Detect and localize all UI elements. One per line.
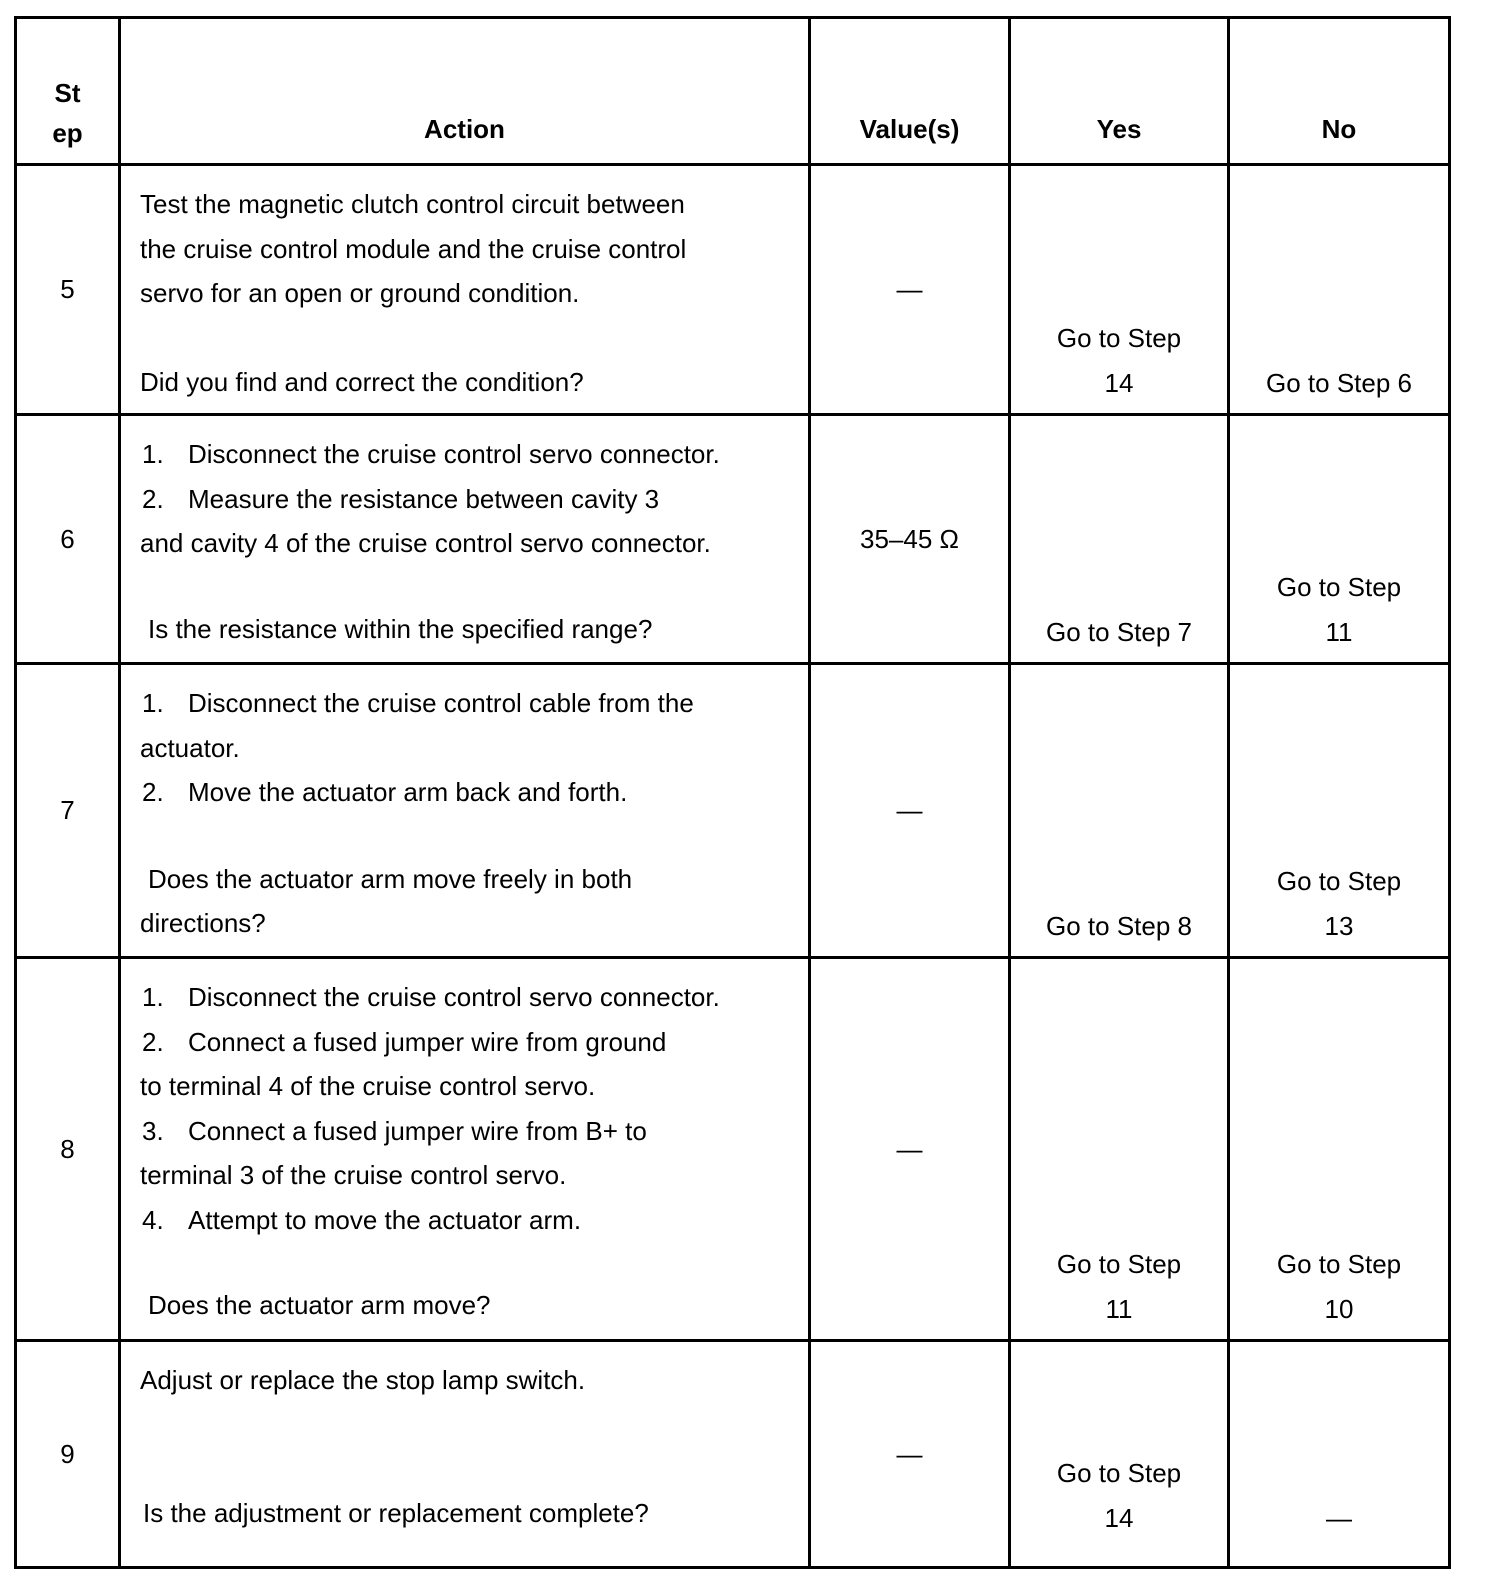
yes-cell: Go to Step 14	[1010, 165, 1229, 415]
action-item: 4. Attempt to move the actuator arm.	[142, 1204, 582, 1235]
yes-cell: Go to Step 14	[1010, 1341, 1229, 1568]
value-cell: —	[810, 1341, 1010, 1568]
step-number: 5	[16, 165, 120, 415]
value-cell: 35–45 Ω	[810, 415, 1010, 664]
action-question: directions?	[140, 908, 266, 938]
action-cell	[120, 958, 810, 1341]
value-cell: —	[810, 958, 1010, 1341]
value-cell: —	[810, 165, 1010, 415]
header-action: Action	[120, 18, 810, 165]
action-line: Adjust or replace the stop lamp switch.	[140, 1365, 586, 1395]
header-no: No	[1229, 18, 1450, 165]
no-cell: Go to Step 10	[1229, 958, 1450, 1341]
step-number: 7	[16, 664, 120, 958]
action-line: to terminal 4 of the cruise control servo.	[140, 1071, 596, 1101]
yes-cell: Go to Step 11	[1010, 958, 1229, 1341]
action-line: Test the magnetic clutch control circuit between	[140, 189, 685, 219]
action-question: Did you find and correct the condition?	[140, 367, 584, 397]
table-row	[16, 664, 1450, 958]
action-line: the cruise control module and the cruise control	[140, 233, 687, 264]
action-cell	[120, 1341, 810, 1568]
action-item: 1. Disconnect the cruise control servo connector.	[142, 982, 720, 1012]
no-cell: Go to Step 13	[1229, 664, 1450, 958]
step-number: 9	[16, 1341, 120, 1568]
no-cell: Go to Step 6	[1229, 165, 1450, 415]
no-cell: Go to Step 11	[1229, 415, 1450, 664]
table-row	[16, 415, 1450, 664]
step-number: 6	[16, 415, 120, 664]
header-values: Value(s)	[810, 18, 1010, 165]
action-item: 3. Connect a fused jumper wire from B+ to	[142, 1115, 647, 1146]
action-cell	[120, 664, 810, 958]
action-line: and cavity 4 of the cruise control servo connector.	[140, 528, 711, 558]
action-line: servo for an open or ground condition.	[140, 278, 580, 308]
value-cell: —	[810, 664, 1010, 958]
diagnostic-table	[14, 16, 1451, 1569]
action-question: Is the adjustment or replacement complete?	[143, 1497, 649, 1528]
yes-cell: Go to Step 7	[1010, 415, 1229, 664]
header-yes: Yes	[1010, 18, 1229, 165]
header-step: St ep	[16, 18, 120, 165]
step-number: 8	[16, 958, 120, 1341]
action-line: actuator.	[140, 732, 240, 763]
action-item: 1. Disconnect the cruise control servo connector.	[142, 439, 720, 469]
action-item: 2. Move the actuator arm back and forth.	[142, 777, 628, 807]
yes-cell: Go to Step 8	[1010, 664, 1229, 958]
action-cell	[120, 165, 810, 415]
action-item: 2. Measure the resistance between cavity 3	[142, 483, 660, 514]
no-cell: —	[1229, 1341, 1450, 1568]
action-cell	[120, 415, 810, 664]
table-row	[16, 1341, 1450, 1568]
table-row	[16, 958, 1450, 1341]
action-item: 2. Connect a fused jumper wire from ground	[142, 1026, 667, 1057]
action-item: 1. Disconnect the cruise control cable from the	[142, 688, 694, 718]
action-question: Does the actuator arm move freely in both	[148, 863, 633, 894]
action-question: Does the actuator arm move?	[148, 1290, 491, 1320]
table-row	[16, 165, 1450, 415]
header-row	[16, 18, 1450, 165]
action-question: Is the resistance within the specified range?	[148, 613, 653, 644]
action-line: terminal 3 of the cruise control servo.	[140, 1160, 567, 1190]
